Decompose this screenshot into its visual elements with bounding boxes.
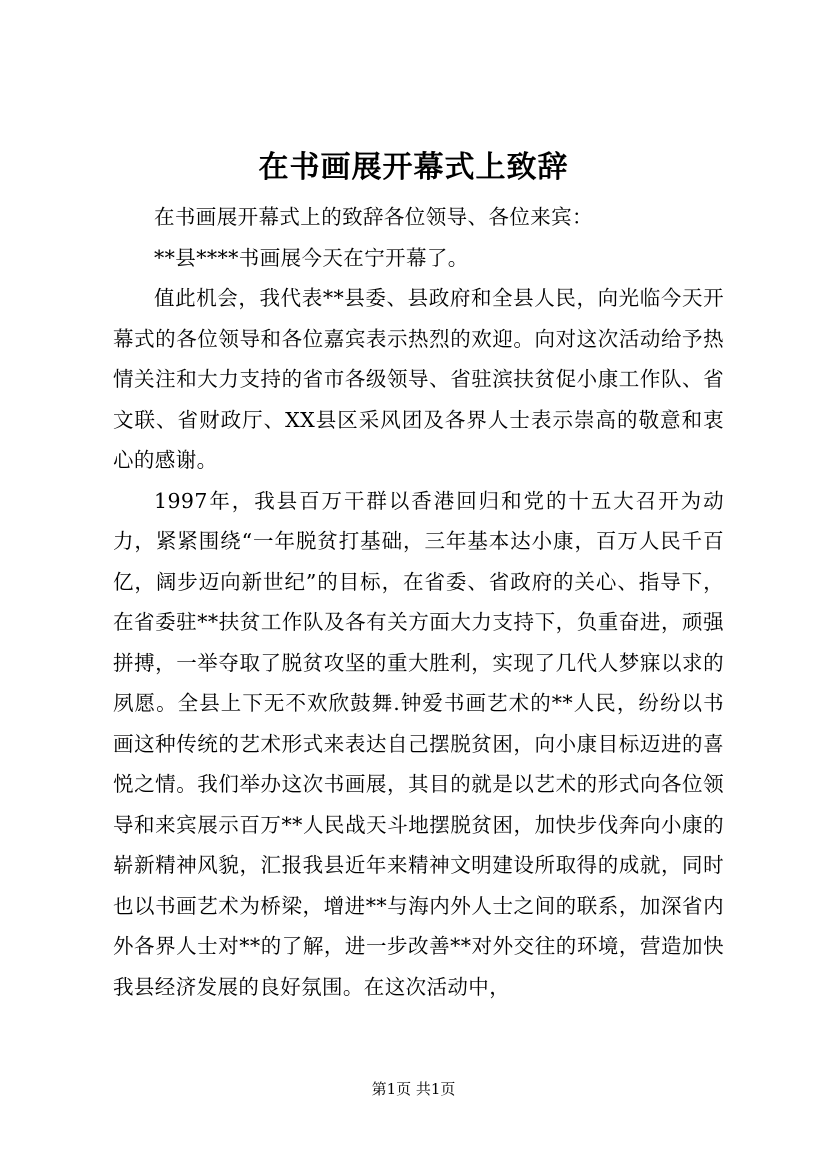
- document-body: [113, 197, 724, 1007]
- paragraph-achievements: 1997年，我县百万干群以香港回归和党的十五大召开为动力，紧紧围绕“一年脱贫打基础，三年基本达小康，百万人民千百亿，阔步迈向新世纪”的目标，在省委、省政府的关心、指导下，在省委驻**扶贫工作队及各有关方面大力支持下，负重奋进，顽强拼搏，一举夺取了脱贫攻坚的重大胜利，实现了几代人梦寐以求的夙愿。全县上下无不欢欣鼓舞.钟爱书画艺术的**人民，纷纷以书画这种传统的艺术形式来表达自己摆脱贫困，向小康目标迈进的喜悦之情。我们举办这次书画展，其目的就是以艺术的形式向各位领导和来宾展示百万**人民战天斗地摆脱贫困，加快步伐奔向小康的崭新精神风貌，汇报我县近年来精神文明建设所取得的成就，同时也以书画艺术为桥梁，增进**与海内外人士之间的联系，加深省内外各界人士对**的了解，进一步改善**对外交往的环境，营造加快我县经济发展的良好氛围。在这次活动中，: [113, 488, 724, 999]
- page-footer: 第1页 共1页: [371, 1080, 456, 1098]
- paragraph-opening: **县****书画展今天在宁开幕了。: [154, 245, 469, 270]
- paragraph-greeting: 在书画展开幕式上的致辞各位领导、各位来宾：: [154, 205, 593, 229]
- document-title: 在书画展开幕式上致辞: [258, 150, 569, 185]
- paragraph-welcome: 值此机会，我代表**县委、县政府和全县人民，向光临今天开幕式的各位领导和各位嘉宾表示热烈的欢迎。向对这次活动给予热情关注和大力支持的省市各级领导、省驻滨扶贫促小康工作队、省文联、省财政厅、XX县区采风团及各界人士表示崇高的敬意和衷心的感谢。: [113, 286, 724, 472]
